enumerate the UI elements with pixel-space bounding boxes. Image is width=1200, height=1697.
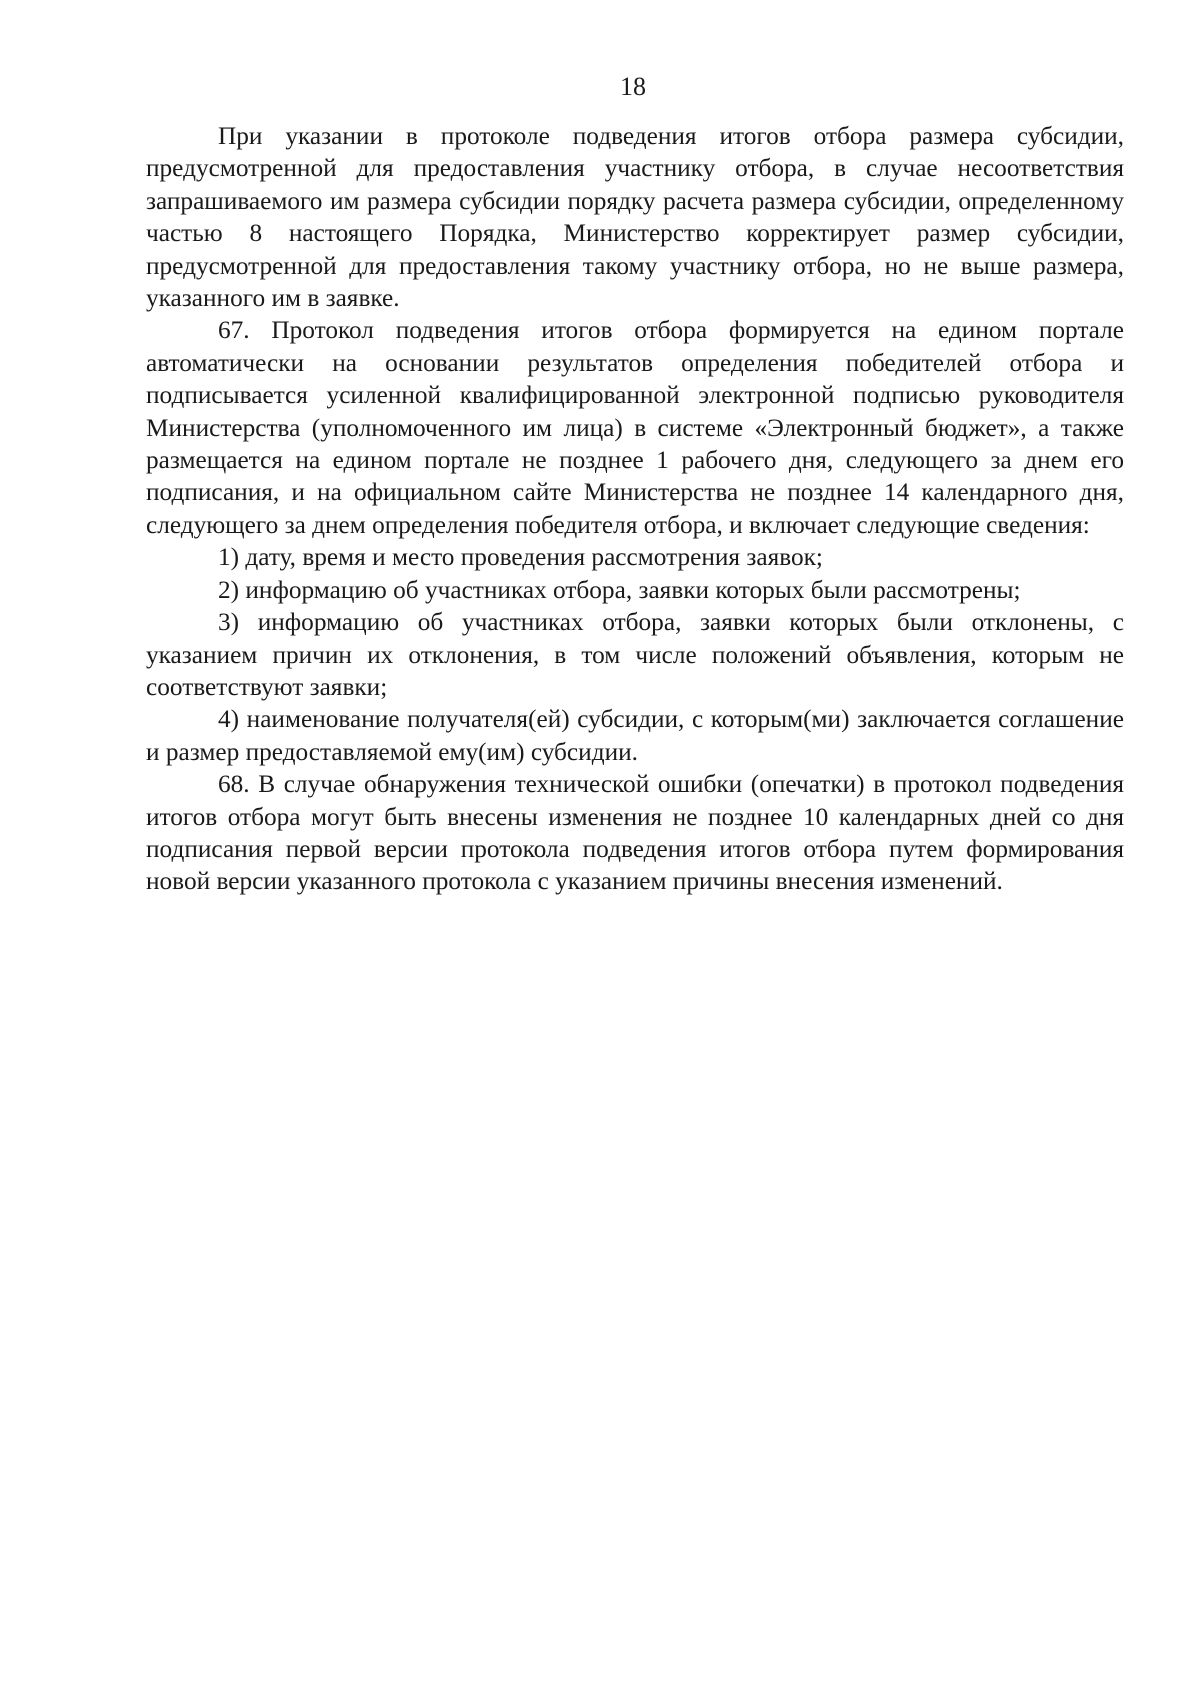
list-item-4-recipients: 4) наименование получателя(ей) субсидии, с которым(ми) заключается соглашение и размер предоставляемой ему(им) субсидии. [146, 705, 1124, 766]
list-item-1-date-time-place: 1) дату, время и место проведения рассмотрения заявок; [218, 543, 823, 572]
list-item-2-reviewed-participants: 2) информацию об участниках отбора, заявки которых были рассмотрены; [218, 575, 1021, 604]
document-body [146, 120, 1124, 898]
page-number: 18 [620, 72, 646, 101]
paragraph-67-protocol: 67. Протокол подведения итогов отбора формируется на едином портале автоматически на основании результатов определения победителей отбора и подписывается усиленной квалифицированной электронной подписью руководителя Министерства (уполномоченного им лица) в системе «Электронный бюджет», а также размещается на едином портале не позднее 1 рабочего дня, следующего за днем его подписания, и на официальном сайте Министерства не позднее 14 календарного дня, следующего за днем определения победителя отбора, и включает следующие сведения: [146, 316, 1124, 539]
paragraph-subsidy-correction: При указании в протоколе подведения итогов отбора размера субсидии, предусмотренной для предоставления участнику отбора, в случае несоответствия запрашиваемого им размера субсидии порядку расчета размера субсидии, определенному частью 8 настоящего Порядка, Министерство корректирует размер субсидии, предусмотренной для предоставления такому участнику отбора, но не выше размера, указанного им в заявке. [146, 122, 1124, 313]
list-item-3-rejected-participants: 3) информацию об участниках отбора, заявки которых были отклонены, с указанием причин их отклонения, в том числе положений объявления, которым не соответствуют заявки; [146, 608, 1124, 701]
paragraph-68-technical-error: 68. В случае обнаружения технической ошибки (опечатки) в протокол подведения итогов отбора могут быть внесены изменения не позднее 10 календарных дней со дня подписания первой версии протокола подведения итогов отбора путем формирования новой версии указанного протокола с указанием причины внесения изменений. [146, 770, 1124, 896]
